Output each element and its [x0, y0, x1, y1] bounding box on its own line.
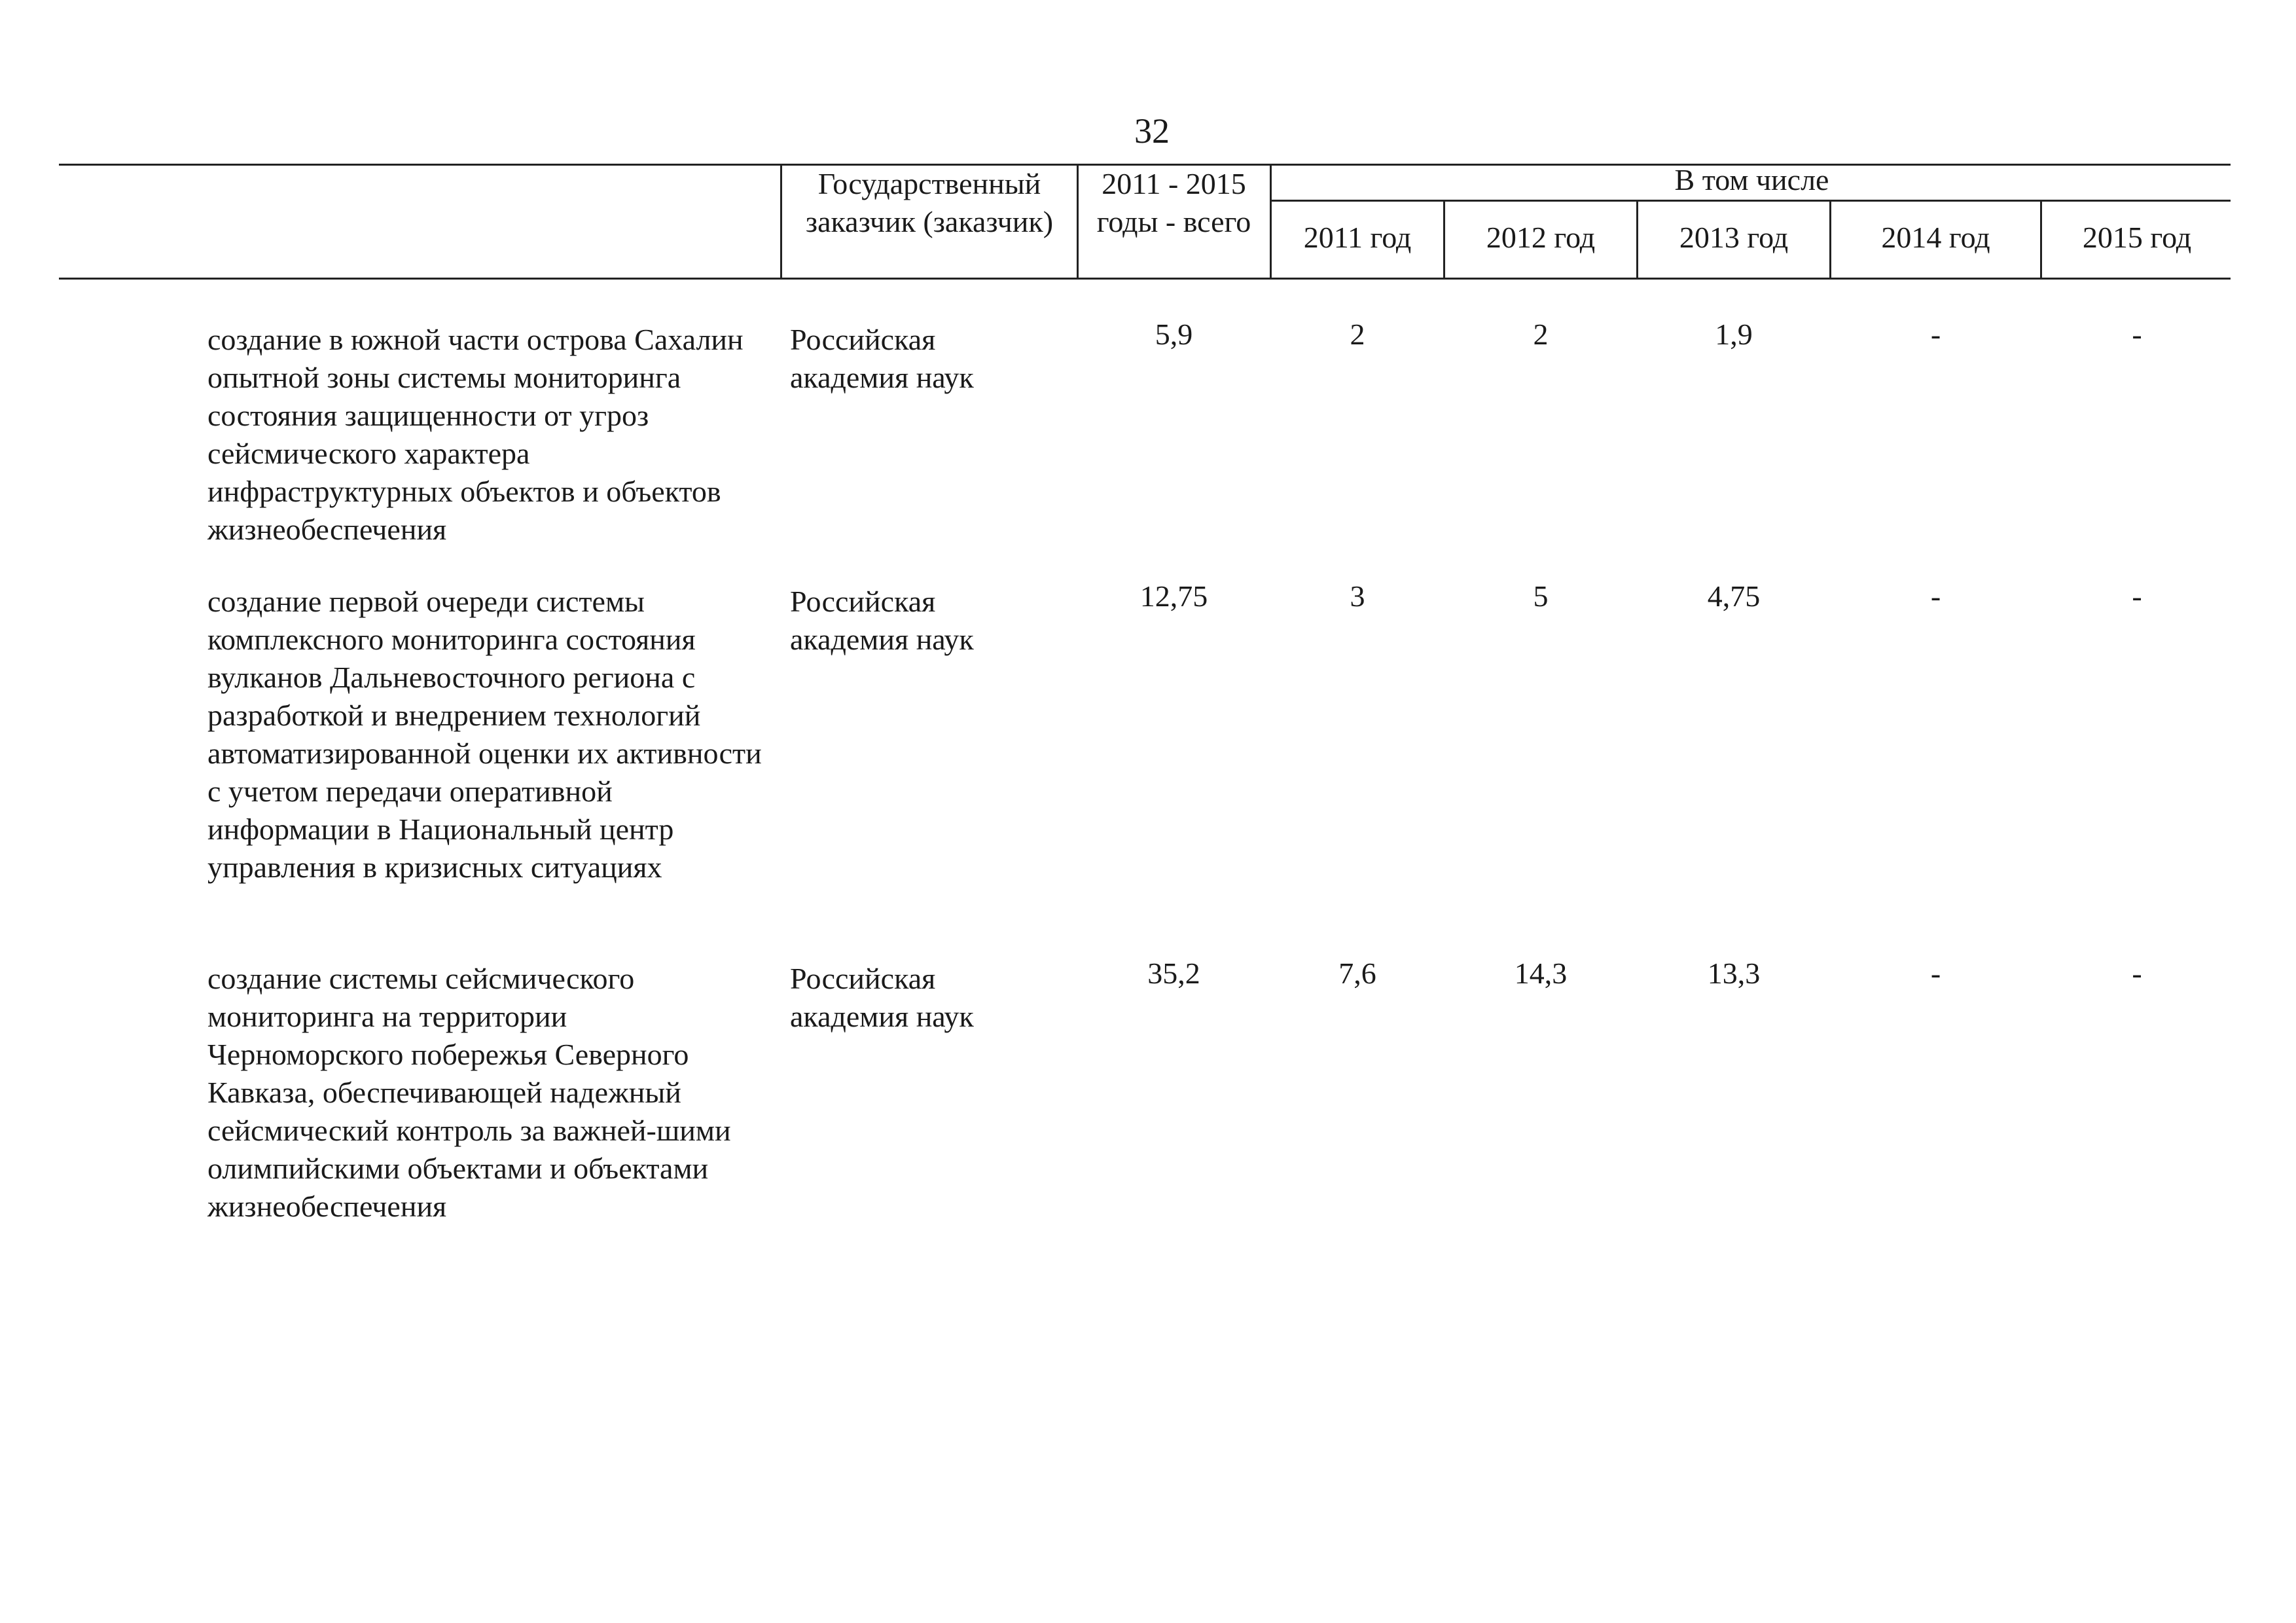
column-divider — [780, 164, 782, 278]
header-year-2011: 2011 год — [1303, 221, 1412, 254]
including-sub-rule — [1271, 200, 2231, 202]
column-divider — [2040, 200, 2042, 278]
row-3-2014: - — [1930, 957, 1941, 990]
row-2-2011: 3 — [1350, 579, 1365, 613]
row-2-total: 12,75 — [1139, 579, 1208, 613]
row-1-2012: 2 — [1533, 318, 1549, 351]
row-2-customer: Российская академия наук — [790, 585, 974, 656]
row-1-customer: Российская академия наук — [790, 323, 974, 394]
column-divider — [1443, 200, 1445, 278]
column-divider — [1270, 164, 1272, 278]
row-1-2014: - — [1930, 318, 1941, 351]
row-2-2012: 5 — [1533, 579, 1549, 613]
column-divider — [1636, 200, 1638, 278]
page-number: 32 — [1134, 111, 1170, 151]
header-total: 2011 - 2015 годы - всего — [1096, 167, 1251, 238]
row-1-total: 5,9 — [1155, 318, 1193, 351]
row-1-description: создание в южной части острова Сахалин опытной зоны системы мониторинга состояния защищенности от угроз сейсмического характера инфраструктурных объектов и объектов жизнеобеспечения — [207, 323, 744, 546]
header-including: В том числе — [1674, 163, 1829, 196]
row-3-total: 35,2 — [1147, 957, 1200, 990]
header-customer: Государственный заказчик (заказчик) — [805, 167, 1054, 238]
column-divider — [1829, 200, 1831, 278]
row-2-description: создание первой очереди системы комплексного мониторинга состояния вулканов Дальневосточного региона с разработкой и внедрением технологий автоматизированной оценки их активности с учетом передачи оперативной информации в Национальный центр управления в кризисных ситуациях — [207, 585, 762, 884]
row-1-2013: 1,9 — [1715, 318, 1753, 351]
row-3-2011: 7,6 — [1338, 957, 1376, 990]
row-2-2015: - — [2132, 579, 2142, 613]
row-3-customer: Российская академия наук — [790, 962, 974, 1033]
row-3-description: создание системы сейсмического мониторинга на территории Черноморского побережья Северного Кавказа, обеспечивающей надежный сейсмический контроль за важней-шими олимпийскими объектами и объектами жизнеобеспечения — [207, 962, 731, 1223]
header-bottom-rule — [59, 278, 2231, 280]
header-year-2014: 2014 год — [1881, 221, 1990, 254]
header-year-2013: 2013 год — [1679, 221, 1789, 254]
header-year-2012: 2012 год — [1486, 221, 1596, 254]
row-3-2013: 13,3 — [1707, 957, 1761, 990]
row-3-2012: 14,3 — [1514, 957, 1568, 990]
row-3-2015: - — [2132, 957, 2142, 990]
column-divider — [1077, 164, 1079, 278]
header-year-2015: 2015 год — [2082, 221, 2192, 254]
row-1-2011: 2 — [1350, 318, 1365, 351]
row-1-2015: - — [2132, 318, 2142, 351]
row-2-2013: 4,75 — [1707, 579, 1761, 613]
row-2-2014: - — [1930, 579, 1941, 613]
